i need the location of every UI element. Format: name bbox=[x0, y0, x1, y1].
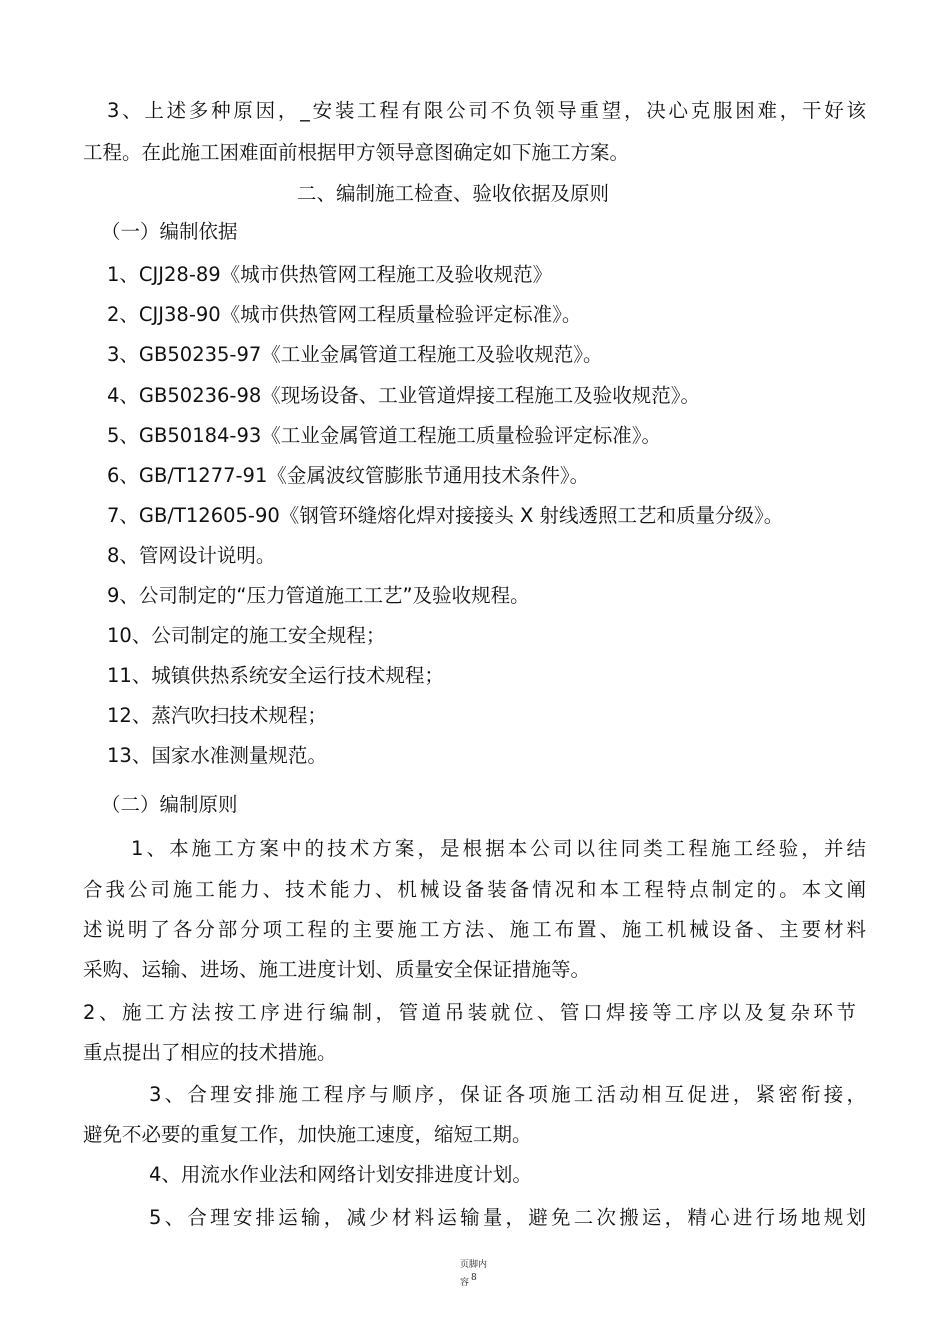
paragraph-line: 采购、运输、进场、施工进度计划、质量安全保证措施等。 bbox=[83, 958, 591, 981]
basis-list-item: 11、城镇供热系统安全运行技术规程； bbox=[107, 664, 444, 687]
paragraph-line: 3、合理安排施工程序与顺序，保证各项施工活动相互促进，紧密衔接， bbox=[149, 1083, 866, 1106]
footer-label-tail: 容 bbox=[460, 1278, 470, 1288]
basis-list-item: 3、GB50235-97《工业金属管道工程施工及验收规范》。 bbox=[107, 343, 603, 366]
basis-list-item: 12、蒸汽吹扫技术规程； bbox=[107, 704, 327, 727]
basis-list-item: 1、CJJ28-89《城市供热管网工程施工及验收规范》 bbox=[107, 263, 553, 286]
paragraph-line: 合我公司施工能力、技术能力、机械设备装备情况和本工程特点制定的。本文阐 bbox=[83, 878, 866, 901]
basis-list-item: 4、GB50236-98《现场设备、工业管道焊接工程施工及验收规范》。 bbox=[107, 384, 701, 407]
paragraph-line: 3、上述多种原因，_安装工程有限公司不负领导重望，决心克服困难，干好该 bbox=[107, 99, 866, 122]
basis-list-item: 2、CJJ38-90《城市供热管网工程质量检验评定标准》。 bbox=[107, 303, 582, 326]
basis-list-item: 9、公司制定的“压力管道施工工艺”及验收规程。 bbox=[107, 584, 530, 607]
basis-list-item: 10、公司制定的施工安全规程； bbox=[107, 624, 386, 647]
paragraph-line: 工程。在此施工困难面前根据甲方领导意图确定如下施工方案。 bbox=[83, 141, 630, 164]
sub-heading: （二）编制原则 bbox=[101, 793, 238, 816]
paragraph-line: 4、用流水作业法和网络计划安排进度计划。 bbox=[149, 1163, 532, 1186]
paragraph-line: 避免不必要的重复工作，加快施工速度，缩短工期。 bbox=[83, 1123, 532, 1146]
paragraph-line: 述说明了各分部分项工程的主要施工方法、施工布置、施工机械设备、主要材料 bbox=[83, 918, 866, 941]
basis-list-item: 8、管网设计说明。 bbox=[107, 544, 276, 567]
section-heading: 二、编制施工检查、验收依据及原则 bbox=[297, 182, 610, 205]
footer-label-continued bbox=[460, 1273, 477, 1289]
paragraph-line: 5、合理安排运输，减少材料运输量，避免二次搬运，精心进行场地规划 bbox=[149, 1206, 866, 1229]
sub-heading: （一）编制依据 bbox=[101, 220, 238, 243]
basis-list-item: 6、GB/T1277-91《金属波纹管膨胀节通用技术条件》。 bbox=[107, 464, 590, 487]
page-number: 8 bbox=[471, 1273, 477, 1283]
basis-list-item: 5、GB50184-93《工业金属管道工程施工质量检验评定标准》。 bbox=[107, 424, 662, 447]
paragraph-line: 2、施工方法按工序进行编制，管道吊装就位、管口焊接等工序以及复杂环节 bbox=[83, 1001, 856, 1024]
paragraph-line: 1、本施工方案中的技术方案，是根据本公司以往同类工程施工经验，并结 bbox=[131, 837, 866, 860]
basis-list-item: 7、GB/T12605-90《钢管环缝熔化焊对接接头 X 射线透照工艺和质量分级》。 bbox=[107, 504, 784, 527]
paragraph-line: 重点提出了相应的技术措施。 bbox=[83, 1041, 337, 1064]
footer-label: 页脚内 bbox=[460, 1260, 488, 1270]
basis-list-item: 13、国家水准测量规范。 bbox=[107, 744, 327, 767]
